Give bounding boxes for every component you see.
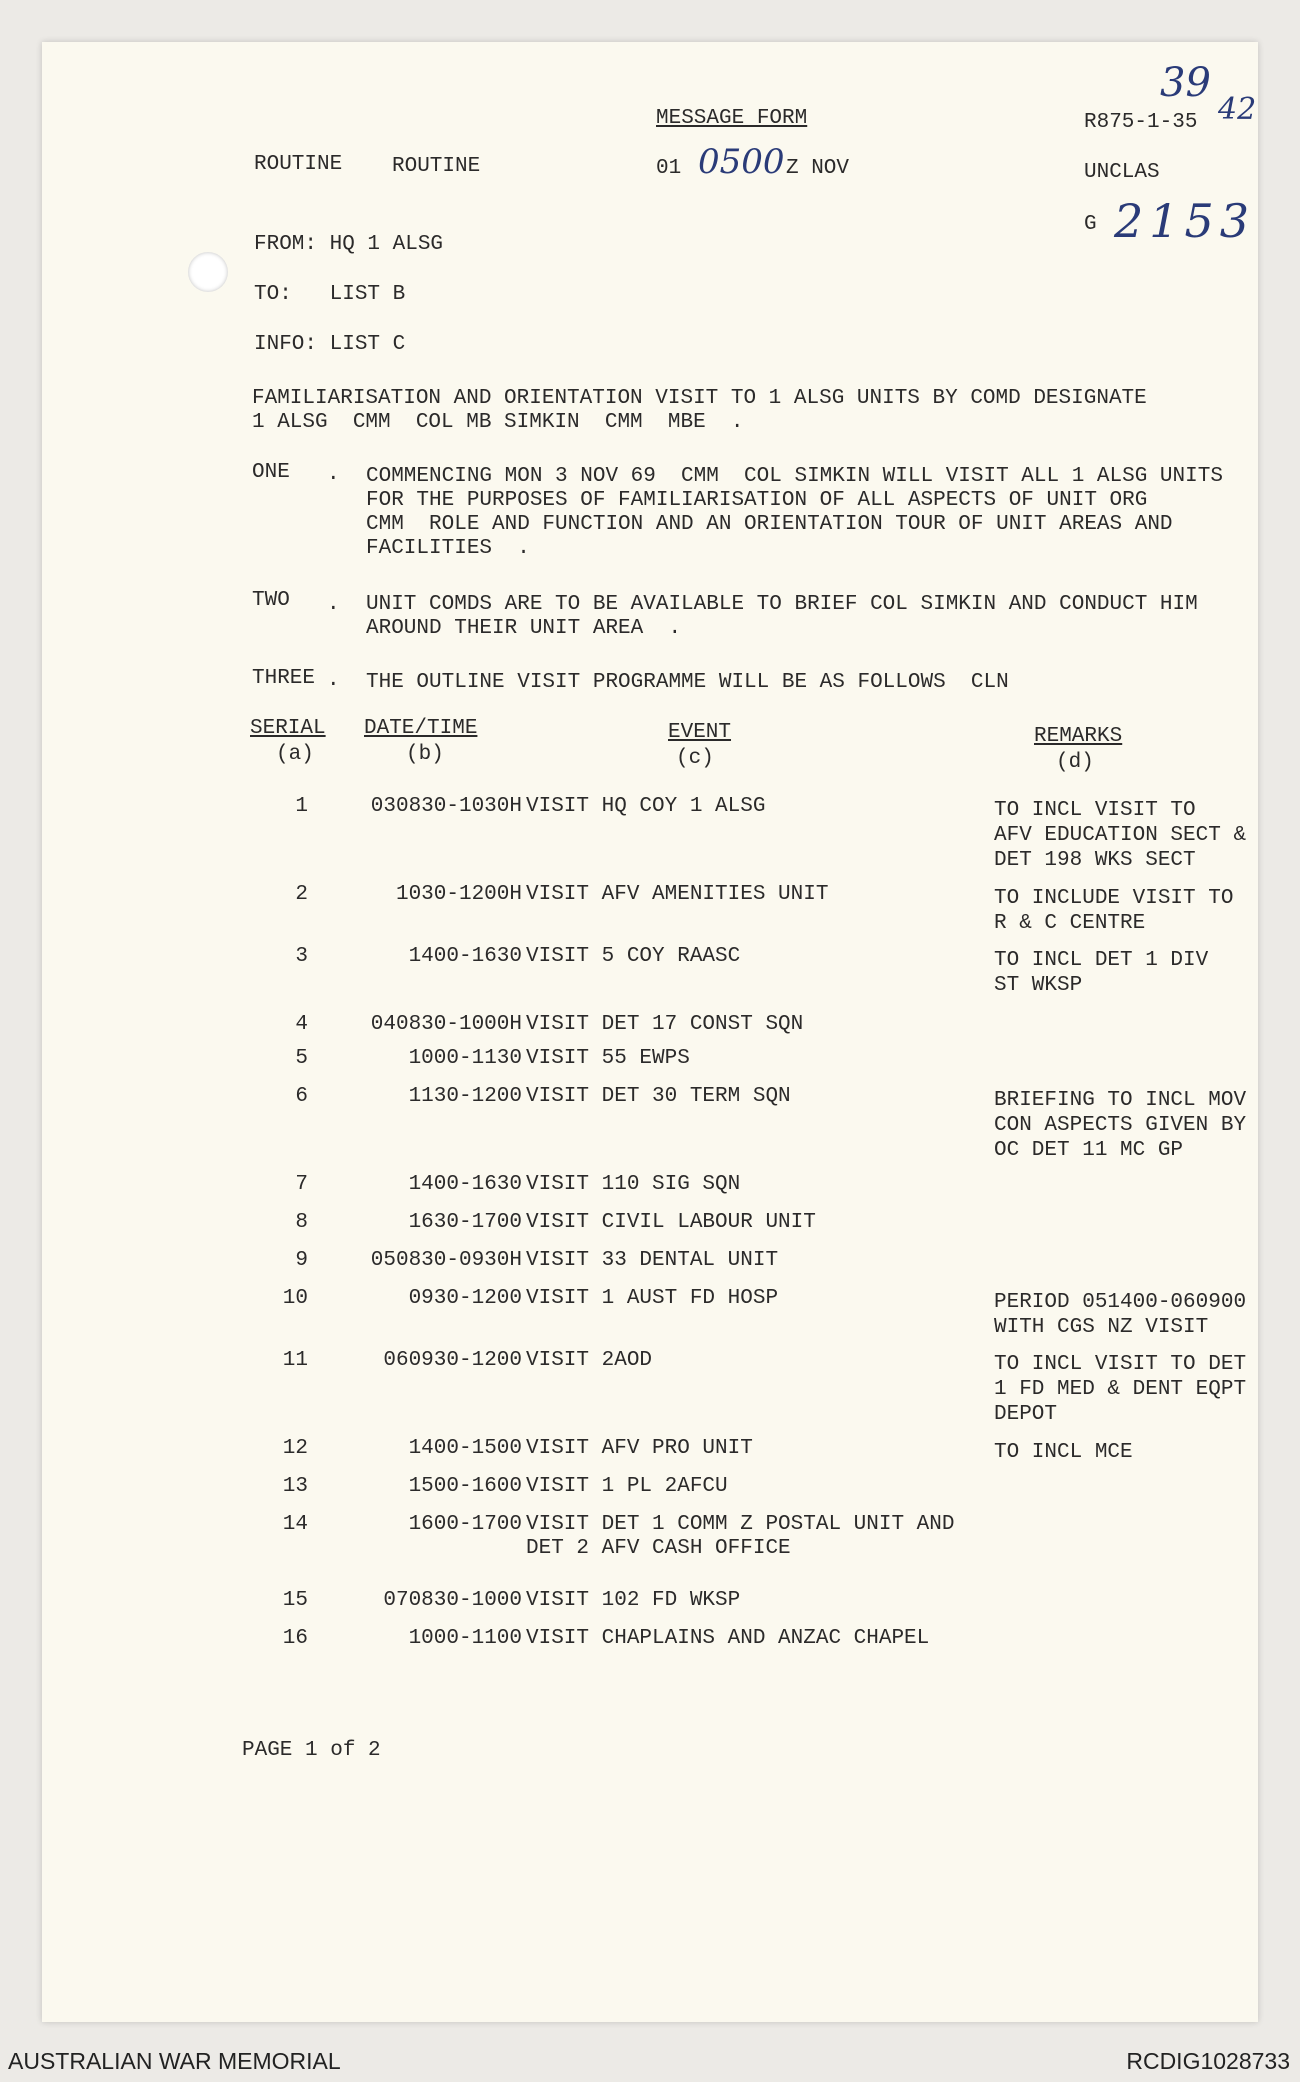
precedence-2: ROUTINE bbox=[392, 155, 481, 178]
footer-left: AUSTRALIAN WAR MEMORIAL bbox=[8, 2048, 341, 2074]
header-event: EVENT bbox=[668, 721, 732, 744]
table-remarks-cell: ST WKSP bbox=[994, 974, 1083, 997]
header-event-sub: (c) bbox=[676, 747, 714, 770]
table-serial-cell: 11 bbox=[282, 1349, 308, 1372]
para-two-line-1: UNIT COMDS ARE TO BE AVAILABLE TO BRIEF COL SIMKIN AND CONDUCT HIM bbox=[366, 593, 1198, 616]
table-event-cell: VISIT HQ COY 1 ALSG bbox=[526, 795, 766, 818]
table-serial-cell: 9 bbox=[295, 1249, 308, 1272]
subject-line-1: FAMILIARISATION AND ORIENTATION VISIT TO 1 ALSG UNITS BY COMD DESIGNATE bbox=[252, 387, 1147, 410]
table-time-cell: 040830-1000H bbox=[370, 1013, 522, 1036]
handwritten-folio: 39 bbox=[1160, 60, 1211, 106]
document-sheet bbox=[42, 42, 1258, 2022]
header-remarks-sub: (d) bbox=[1056, 751, 1094, 774]
header-datetime: DATE/TIME bbox=[364, 717, 478, 740]
table-event-cell: VISIT AFV AMENITIES UNIT bbox=[526, 883, 829, 906]
header-serial-sub: (a) bbox=[276, 743, 314, 766]
table-event-cell: VISIT DET 17 CONST SQN bbox=[526, 1013, 804, 1036]
table-event-cell: VISIT 5 COY RAASC bbox=[526, 945, 741, 968]
table-time-cell: 1630-1700 bbox=[408, 1211, 522, 1234]
para-three-number: THREE bbox=[252, 667, 316, 690]
table-serial-cell: 5 bbox=[295, 1047, 308, 1070]
table-serial-cell: 7 bbox=[295, 1173, 308, 1196]
table-event-cell: VISIT 1 PL 2AFCU bbox=[526, 1475, 728, 1498]
table-serial-cell: 6 bbox=[295, 1085, 308, 1108]
message-serial-prefix: G bbox=[1084, 213, 1097, 236]
table-remarks-cell: PERIOD 051400-060900 bbox=[994, 1291, 1247, 1314]
header-serial: SERIAL bbox=[250, 717, 326, 740]
para-one-line-1: COMMENCING MON 3 NOV 69 CMM COL SIMKIN WILL VISIT ALL 1 ALSG UNITS bbox=[366, 465, 1223, 488]
table-serial-cell: 12 bbox=[282, 1437, 308, 1460]
table-serial-cell: 4 bbox=[295, 1013, 308, 1036]
table-time-cell: 050830-0930H bbox=[370, 1249, 522, 1272]
dtg-suffix: Z NOV bbox=[786, 157, 850, 180]
table-time-cell: 1030-1200H bbox=[395, 883, 522, 906]
precedence-1: ROUTINE bbox=[254, 153, 343, 176]
table-serial-cell: 3 bbox=[295, 945, 308, 968]
table-remarks-cell: TO INCL DET 1 DIV bbox=[994, 949, 1209, 972]
table-remarks-cell: OC DET 11 MC GP bbox=[994, 1139, 1184, 1162]
table-serial-cell: 2 bbox=[295, 883, 308, 906]
table-event-cell: DET 2 AFV CASH OFFICE bbox=[526, 1537, 791, 1560]
table-time-cell: 070830-1000 bbox=[383, 1589, 522, 1612]
from-line: FROM: HQ 1 ALSG bbox=[254, 233, 444, 256]
table-time-cell: 0930-1200 bbox=[408, 1287, 522, 1310]
dtg-handwritten: 0500 bbox=[698, 142, 785, 182]
header-datetime-sub: (b) bbox=[406, 743, 444, 766]
table-event-cell: VISIT AFV PRO UNIT bbox=[526, 1437, 753, 1460]
table-event-cell: VISIT 1 AUST FD HOSP bbox=[526, 1287, 779, 1310]
page-label: PAGE 1 of 2 bbox=[242, 1739, 381, 1762]
para-one-line-2: FOR THE PURPOSES OF FAMILIARISATION OF ALL ASPECTS OF UNIT ORG bbox=[366, 489, 1148, 512]
table-remarks-cell: TO INCLUDE VISIT TO bbox=[994, 887, 1234, 910]
table-remarks-cell: WITH CGS NZ VISIT bbox=[994, 1316, 1209, 1339]
para-two-dot: . bbox=[327, 593, 340, 616]
table-time-cell: 1600-1700 bbox=[408, 1513, 522, 1536]
form-title: MESSAGE FORM bbox=[656, 107, 808, 130]
punch-hole bbox=[188, 252, 228, 292]
table-event-cell: VISIT 33 DENTAL UNIT bbox=[526, 1249, 779, 1272]
table-time-cell: 1400-1630 bbox=[408, 945, 522, 968]
table-serial-cell: 16 bbox=[282, 1627, 308, 1650]
table-remarks-cell: TO INCL MCE bbox=[994, 1441, 1133, 1464]
table-time-cell: 1000-1130 bbox=[408, 1047, 522, 1070]
table-event-cell: VISIT 110 SIG SQN bbox=[526, 1173, 741, 1196]
to-line: TO: LIST B bbox=[254, 283, 406, 306]
info-line: INFO: LIST C bbox=[254, 333, 406, 356]
table-remarks-cell: TO INCL VISIT TO DET bbox=[994, 1353, 1247, 1376]
para-two-line-2: AROUND THEIR UNIT AREA . bbox=[366, 617, 682, 640]
table-serial-cell: 1 bbox=[295, 795, 308, 818]
table-remarks-cell: R & C CENTRE bbox=[994, 912, 1146, 935]
table-event-cell: VISIT CHAPLAINS AND ANZAC CHAPEL bbox=[526, 1627, 930, 1650]
table-remarks-cell: BRIEFING TO INCL MOV bbox=[994, 1089, 1247, 1112]
table-event-cell: VISIT CIVIL LABOUR UNIT bbox=[526, 1211, 816, 1234]
table-event-cell: VISIT 2AOD bbox=[526, 1349, 653, 1372]
para-one-number: ONE bbox=[252, 461, 290, 484]
message-serial-handwritten: 2153 bbox=[1114, 194, 1256, 248]
table-serial-cell: 8 bbox=[295, 1211, 308, 1234]
subject-line-2: 1 ALSG CMM COL MB SIMKIN CMM MBE . bbox=[252, 411, 744, 434]
table-event-cell: VISIT DET 30 TERM SQN bbox=[526, 1085, 791, 1108]
table-serial-cell: 13 bbox=[282, 1475, 308, 1498]
table-remarks-cell: TO INCL VISIT TO bbox=[994, 799, 1196, 822]
table-event-cell: VISIT 55 EWPS bbox=[526, 1047, 690, 1070]
dtg-prefix: 01 bbox=[656, 157, 682, 180]
para-three-line-1: THE OUTLINE VISIT PROGRAMME WILL BE AS FOLLOWS CLN bbox=[366, 671, 1009, 694]
table-remarks-cell: 1 FD MED & DENT EQPT bbox=[994, 1378, 1247, 1401]
table-serial-cell: 14 bbox=[282, 1513, 308, 1536]
handwritten-folio-2: 42 bbox=[1218, 92, 1257, 127]
table-remarks-cell: DEPOT bbox=[994, 1403, 1058, 1426]
para-one-line-3: CMM ROLE AND FUNCTION AND AN ORIENTATION TOUR OF UNIT AREAS AND bbox=[366, 513, 1173, 536]
file-reference: R875-1-35 bbox=[1084, 111, 1198, 134]
table-time-cell: 1000-1100 bbox=[408, 1627, 522, 1650]
table-time-cell: 1400-1630 bbox=[408, 1173, 522, 1196]
para-two-number: TWO bbox=[252, 589, 290, 612]
table-time-cell: 030830-1030H bbox=[370, 795, 522, 818]
table-time-cell: 060930-1200 bbox=[383, 1349, 522, 1372]
table-remarks-cell: DET 198 WKS SECT bbox=[994, 849, 1196, 872]
para-one-dot: . bbox=[327, 463, 340, 486]
para-one-line-4: FACILITIES . bbox=[366, 537, 530, 560]
table-time-cell: 1500-1600 bbox=[408, 1475, 522, 1498]
table-time-cell: 1130-1200 bbox=[408, 1085, 522, 1108]
table-serial-cell: 10 bbox=[282, 1287, 308, 1310]
para-three-dot: . bbox=[327, 669, 340, 692]
table-remarks-cell: CON ASPECTS GIVEN BY bbox=[994, 1114, 1247, 1137]
table-time-cell: 1400-1500 bbox=[408, 1437, 522, 1460]
header-remarks: REMARKS bbox=[1034, 725, 1123, 748]
table-remarks-cell: AFV EDUCATION SECT & bbox=[994, 824, 1247, 847]
table-event-cell: VISIT DET 1 COMM Z POSTAL UNIT AND bbox=[526, 1513, 955, 1536]
footer-right: RCDIG1028733 bbox=[1126, 2048, 1290, 2074]
table-serial-cell: 15 bbox=[282, 1589, 308, 1612]
classification: UNCLAS bbox=[1084, 161, 1160, 184]
table-event-cell: VISIT 102 FD WKSP bbox=[526, 1589, 741, 1612]
